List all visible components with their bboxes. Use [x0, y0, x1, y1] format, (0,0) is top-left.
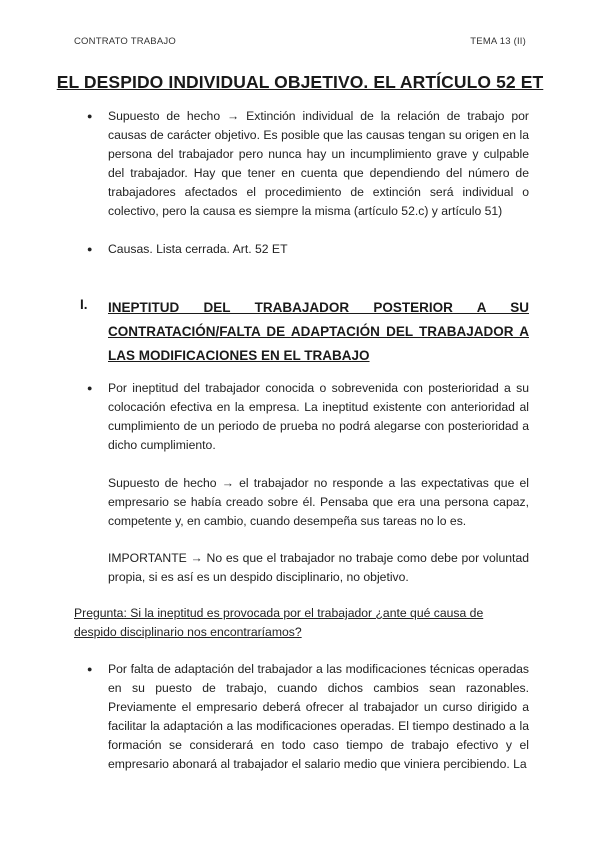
- running-header-left: CONTRATO TRABAJO: [74, 36, 176, 47]
- paragraph-importante: IMPORTANTE → No es que el trabajador no trabaje como debe por voluntad propia, si es así es un despido disciplinario, no objetivo.: [108, 551, 529, 584]
- intro-bullet-causas: ● Causas. Lista cerrada. Art. 52 ET: [108, 240, 529, 259]
- section-bullet-falta-adaptacion: ● Por falta de adaptación del trabajador a las modificaciones técnicas operadas en su puesto de trabajo, cuando dichos cambios sean razonables. Previamente el empresario deberá ofrecer al trabajador un curso dirigido a facilitar la adaptación a las modificaciones operadas. El tiempo destinado a la formación se considerará en todo caso tiempo de trabajo efectivo y el empresario abonará al trabajador el salario medio que viniera percibiendo. La: [108, 660, 529, 774]
- question-text: Pregunta: Si la ineptitud es provocada por el trabajador ¿ante qué causa de despido disciplinario nos encontraríamos?: [74, 606, 484, 639]
- running-header-right: TEMA 13 (II): [470, 36, 526, 47]
- section-heading: INEPTITUD DEL TRABAJADOR POSTERIOR A SU CONTRATACIÓN/FALTA DE ADAPTACIÓN DEL TRABAJADOR A LAS MODIFICACIONES EN EL TRABAJO: [108, 300, 529, 363]
- section-bullet-ineptitud: ● Por ineptitud del trabajador conocida o sobrevenida con posterioridad a su colocación efectiva en la empresa. La ineptitud existente con anterioridad al cumplimiento de un periodo de prueba no podrá alegarse con posterioridad a dicho cumplimiento.: [108, 379, 529, 455]
- paragraph-supuesto-de-hecho: Supuesto de hecho → el trabajador no responde a las expectativas que el empresario se había creado sobre él. Pensaba que era una persona capaz, competente y, en cambio, cuando desempeña sus tareas no lo es.: [108, 476, 529, 528]
- intro-bullet-supuesto: ● Supuesto de hecho → Extinción individual de la relación de trabajo por causas de carácter objetivo. Es posible que las causas tengan su origen en la persona del trabajador pero nunca hay un incumplimiento grave y culpable del trabajador. Hay que tener en cuenta que dependiendo del número de trabajadores afectados el procedimiento de extinción será individual o colectivo, pero la causa es siempre la misma (artículo 52.c) y artículo 51): [108, 107, 529, 221]
- section-number: I.: [80, 297, 88, 312]
- page-title: EL DESPIDO INDIVIDUAL OBJETIVO. EL ARTÍCULO 52 ET: [56, 72, 544, 92]
